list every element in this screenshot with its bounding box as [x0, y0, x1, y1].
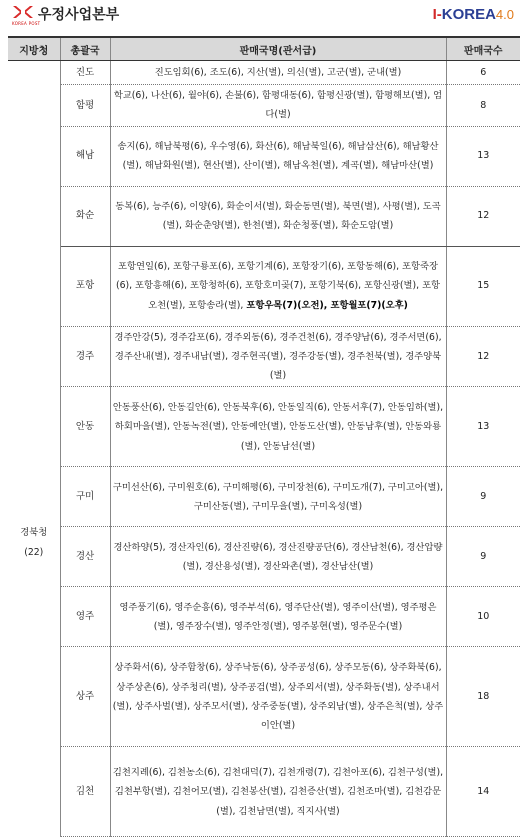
office-cell: 안동 [60, 387, 110, 467]
count-cell: 9 [446, 467, 520, 527]
shops-cell: 동복(6), 능주(6), 이양(6), 화순이서(별), 화순동면(별), 북면(별), 사평(별), 도곡(별), 화순춘양(별), 한천(별), 화순청풍(별), 화순도암(별) [110, 186, 446, 246]
count-cell: 15 [446, 246, 520, 326]
shops-cell: 구미선산(6), 구미원호(6), 구미해평(6), 구미장천(6), 구미도개(7), 구미고아(별), 구미산동(별), 구미무을(별), 구미옥성(별) [110, 467, 446, 527]
brand-name: 우정사업본부 [38, 7, 120, 23]
table-row [8, 467, 520, 527]
office-cell: 구미 [60, 467, 110, 527]
count-cell: 6 [446, 61, 520, 85]
table-row [8, 85, 520, 127]
table-row [8, 186, 520, 246]
page-header [0, 0, 528, 34]
header-head-office: 총괄국 [60, 37, 110, 61]
count-cell: 13 [446, 126, 520, 186]
table-row [8, 527, 520, 587]
ikorea-prefix: I- [432, 6, 442, 23]
shops-cell: 안동풍산(6), 안동길안(6), 안동북후(6), 안동일직(6), 안동서후(7), 안동임하(별), 하회마을(별), 안동녹전(별), 안동예안(별), 안동도산(별), 안동남후(별), 안동와룡(별), 안동남선(별) [110, 387, 446, 467]
header-sales-count: 판매국수 [446, 37, 520, 61]
table-header-row [8, 37, 520, 61]
office-cell: 경산 [60, 527, 110, 587]
office-cell: 함평 [60, 85, 110, 127]
shops-cell: 김천지례(6), 김천농소(6), 김천대덕(7), 김천개령(7), 김천아포(6), 김천구성(별), 김천부항(별), 김천어모(별), 김천봉산(별), 김천증산(별), 김천조마(별), 김천감문(별), 김천남면(별), 직지사(별) [110, 747, 446, 837]
shops-cell: 경산하양(5), 경산자인(6), 경산진량(6), 경산진량공단(6), 경산남천(6), 경산압량(별), 경산용성(별), 경산와촌(별), 경산남산(별) [110, 527, 446, 587]
office-cell: 김천 [60, 747, 110, 837]
office-cell: 경주 [60, 326, 110, 387]
count-cell: 8 [446, 85, 520, 127]
table-row [8, 61, 520, 85]
table-row [8, 246, 520, 326]
table-row [8, 126, 520, 186]
shops-text: 포항연일(6), 포항구룡포(6), 포항기계(6), 포항장기(6), 포항동해(6), 포항죽장(6), 포항흥해(6), 포항청하(6), 포항호미곶(7), 포항기북(6), 포항신광(별), 포항오천(별), 포항송라(별), [115, 261, 441, 311]
header-sales-offices: 판매국명(관서급) [110, 37, 446, 61]
count-cell: 13 [446, 387, 520, 467]
shops-cell: 진도임회(6), 조도(6), 지산(별), 의신(별), 고군(별), 군내(별) [110, 61, 446, 85]
sales-office-table [8, 36, 520, 837]
region-cell-jeonnam [8, 61, 60, 247]
ikorea-logo [433, 6, 514, 23]
office-cell: 상주 [60, 647, 110, 747]
region-cell-gyeongbuk [8, 246, 60, 837]
header-region: 지방청 [8, 37, 60, 61]
table-row [8, 647, 520, 747]
table-row [8, 387, 520, 467]
office-cell: 진도 [60, 61, 110, 85]
shops-cell: 영주풍기(6), 영주순흥(6), 영주부석(6), 영주단산(별), 영주이산(별), 영주평은(별), 영주장수(별), 영주안정(별), 영주봉현(별), 영주문수(별) [110, 587, 446, 647]
count-cell: 18 [446, 647, 520, 747]
table-row [8, 587, 520, 647]
table-row [8, 326, 520, 387]
count-cell: 9 [446, 527, 520, 587]
shops-cell: 상주화서(6), 상주함창(6), 상주낙동(6), 상주공성(6), 상주모동(6), 상주화북(6), 상주상촌(6), 상주청리(별), 상주공검(별), 상주외서(별), 상주화동(별), 상주내서(별), 상주사벌(별), 상주모서(별), 상주중동(별), 상주외남(별), 상주은척(별), 상주이안(별) [110, 647, 446, 747]
shops-bold-text: 포항우목(7)(오전), 포항월포(7)(오후) [246, 299, 408, 311]
korea-post-logo-icon [12, 4, 34, 20]
count-cell: 10 [446, 587, 520, 647]
ikorea-word: KOREA [441, 6, 496, 23]
region-name: 경북청 [20, 527, 48, 539]
count-cell: 12 [446, 326, 520, 387]
count-cell: 14 [446, 747, 520, 837]
count-cell: 12 [446, 186, 520, 246]
region-count: (22) [24, 546, 44, 558]
office-cell: 영주 [60, 587, 110, 647]
shops-cell: 송지(6), 해남북평(6), 우수영(6), 화산(6), 해남북일(6), 해남삼산(6), 해남황산(별), 해남화원(별), 현산(별), 산이(별), 해남옥천(별), 계곡(별), 해남마산(별) [110, 126, 446, 186]
ikorea-version: 4.0 [495, 7, 514, 22]
logo-subtitle: KOREA POST [12, 21, 41, 26]
office-cell: 해남 [60, 126, 110, 186]
shops-cell [110, 246, 446, 326]
shops-cell: 학교(6), 나산(6), 월야(6), 손불(6), 함평대동(6), 함평신광(별), 함평해보(별), 엄다(별) [110, 85, 446, 127]
office-cell: 화순 [60, 186, 110, 246]
office-cell: 포항 [60, 246, 110, 326]
shops-cell: 경주안강(5), 경주감포(6), 경주외동(6), 경주건천(6), 경주양남(6), 경주서면(6), 경주산내(별), 경주내남(별), 경주현곡(별), 경주강동(별), 경주천북(별), 경주양북(별) [110, 326, 446, 387]
